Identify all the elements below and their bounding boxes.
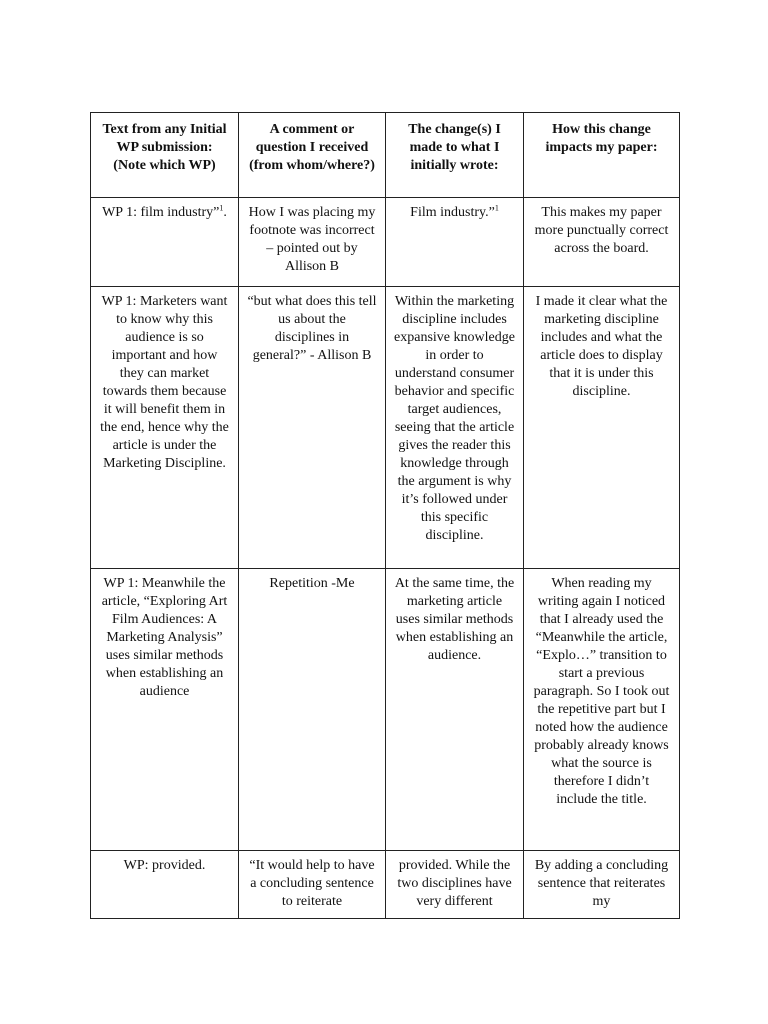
header-initial-text: Text from any Initial WP submission: (Note which WP) (91, 113, 239, 198)
cell-comment: “but what does this tell us about the disciplines in general?” - Allison B (239, 287, 386, 569)
cell-comment: How I was placing my footnote was incorrect – pointed out by Allison B (239, 198, 386, 287)
footnote-marker: 1 (494, 203, 499, 213)
cell-impact: This makes my paper more punctually correct across the board. (524, 198, 680, 287)
footnote-marker: 1 (219, 203, 224, 213)
cell-initial-text: WP 1: Marketers want to know why this audience is so important and how they can market towards them because it will benefit them in the end, hence why the article is under the Marketing Discipline. (91, 287, 239, 569)
table-row (91, 569, 680, 851)
cell-comment: Repetition -Me (239, 569, 386, 851)
cell-text: WP 1: film industry” (102, 205, 220, 220)
cell-change: At the same time, the marketing article uses similar methods when establishing an audience. (386, 569, 524, 851)
table-row (91, 287, 680, 569)
cell-change: provided. While the two disciplines have very different (386, 851, 524, 919)
header-comment: A comment or question I received (from whom/where?) (239, 113, 386, 198)
table-row (91, 198, 680, 287)
cell-change (386, 198, 524, 287)
cell-comment: “It would help to have a concluding sentence to reiterate (239, 851, 386, 919)
table-header-row (91, 113, 680, 198)
header-impact: How this change impacts my paper: (524, 113, 680, 198)
cell-impact: I made it clear what the marketing discipline includes and what the article does to display that it is under this discipline. (524, 287, 680, 569)
table-row (91, 851, 680, 919)
cell-impact: When reading my writing again I noticed that I already used the “Meanwhile the article, “Explo…” transition to start a previous paragraph. So I took out the repetitive part but I noted how the audience probably already knows what the source is therefore I didn’t include the title. (524, 569, 680, 851)
cell-text: Film industry.” (410, 205, 495, 220)
header-change: The change(s) I made to what I initially wrote: (386, 113, 524, 198)
revision-table (90, 112, 680, 919)
cell-initial-text (91, 198, 239, 287)
cell-change: Within the marketing discipline includes expansive knowledge in order to understand consumer behavior and specific target audiences, seeing that the article gives the reader this knowledge through the argument is why it’s followed under this specific discipline. (386, 287, 524, 569)
cell-impact: By adding a concluding sentence that reiterates my (524, 851, 680, 919)
cell-text-end: . (223, 205, 227, 220)
cell-initial-text: WP: provided. (91, 851, 239, 919)
cell-initial-text: WP 1: Meanwhile the article, “Exploring Art Film Audiences: A Marketing Analysis” uses similar methods when establishing an audience (91, 569, 239, 851)
